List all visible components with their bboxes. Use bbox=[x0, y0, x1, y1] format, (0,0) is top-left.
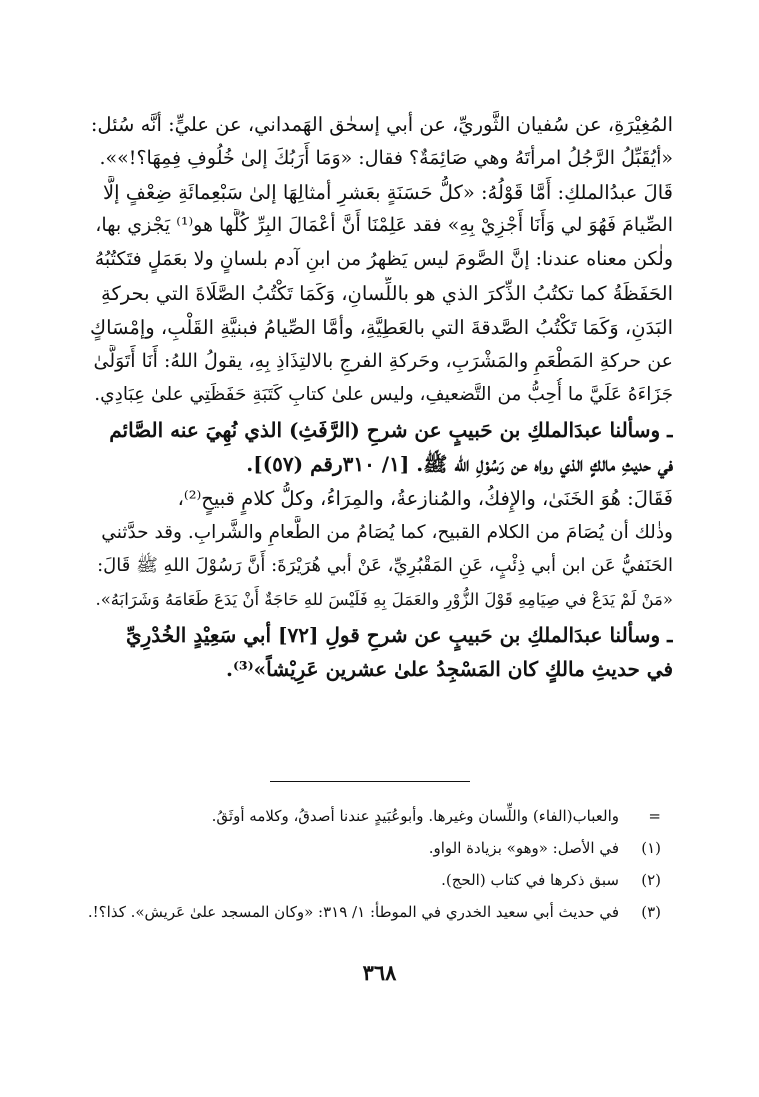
text-line: جَزَاءَهُ عَلَيَّ ما أُحِبُّ من التَّضعيفِ، وليس علىٰ كتابِ كَتَبَةِ حَفَظَتِي علىٰ عِبَادِي. bbox=[94, 384, 673, 406]
text-line: «أيُقَبِّلُ الرَّجُلُ امرأتَهُ وهي صَائِمَةٌ؟ فقال: «وَمَا أَرَبُكَ إلىٰ خُلُوفِ فِمِهَا؟!»». bbox=[99, 146, 673, 169]
page-number: ٣٦٨ bbox=[362, 960, 397, 985]
footnote bbox=[87, 896, 661, 928]
footnote bbox=[110, 832, 661, 864]
continuation-mark: = bbox=[648, 807, 661, 825]
question-heading: في حديثِ مالكٍ الذي رواه عن رَسُوْلِ الله ﷺ. [١/ ٣١٠رقم (٥٧)]. bbox=[246, 451, 673, 476]
question-heading: في حديثِ مالكٍ كان المَسْجِدُ علىٰ عشرين عَرِيْشاً»⁽³⁾. bbox=[226, 656, 673, 681]
footnote-number: (٢) bbox=[641, 871, 661, 889]
question-heading: ـ وسألنا عبدَالملكِ بن حَبيبٍ عن شرحِ (الرَّفَثِ) الذي نُهِيَ عنه الصَّائم bbox=[109, 418, 673, 443]
footnote bbox=[110, 864, 661, 896]
text-line: الحَفَظَةُ كما تكتُبُ الذِّكرَ الذي هو باللِّسانِ، وَكَمَا تَكْتُبُ الصَّلَاةَ التي بحركةِ bbox=[100, 281, 673, 305]
footnote-text: في حديث أبي سعيد الخدري في الموطأ: ١/ ٣١٩: «وكان المسجد علىٰ عَريش». كذا؟!. bbox=[87, 903, 619, 921]
text-line: «مَنْ لَمْ يَدَعْ في صِيَامِهِ قَوْلَ الزُّوْرِ والعَمَلَ بِهِ فَلَيْسَ للهِ حَاجَةٌ أَنْ يَدَعَ طَعَامَهُ وَشَرَابَهُ». bbox=[95, 590, 673, 610]
text-line: البَدَنِ، وَكَمَا تَكْتُبُ الصَّدقةَ التي بالعَطِيَّةِ، وأمَّا الصِّيامُ فبنيَّةِ القَلْبِ، وإمْسَاكٍ bbox=[90, 315, 673, 339]
text-line: عن حركةِ المَطْعَمِ والمَشْرَبِ، وحَركةِ الفرجِ بالالتِذَاذِ بِهِ، يقولُ اللهُ: أَنَا أَتَوَلَّىٰ bbox=[93, 349, 673, 372]
footnote-text: والعباب(الفاء) واللِّسان وغيرها. وأبوعُبَيدٍ عندنا أصدقُ، وكلامه أوثَقُ. bbox=[211, 807, 619, 825]
footnote-number: (٣) bbox=[641, 903, 661, 921]
footnote-divider bbox=[270, 781, 470, 782]
footnotes bbox=[87, 800, 661, 928]
question-heading: ـ وسألنا عبدَالملكِ بن حَبيبٍ عن شرحِ قولِ [٧٢] أبي سَعِيْدٍ الخُدْرِيِّ bbox=[125, 622, 673, 647]
text-line: فَقَالَ: هُوَ الخَنَىٰ، والإِفكُ، والمُنازعةُ، والمِرَاءُ، وكلُّ كلامٍ قبيحٍ⁽²⁾، bbox=[177, 486, 673, 510]
text-line: ولٰكن معناه عندنا: إنَّ الصَّومَ ليس يَظهرُ من ابنِ آدم بلسانٍ ولا بعَمَلٍ فتَكتُبُهُ bbox=[94, 248, 673, 271]
footnote-continuation bbox=[110, 800, 661, 832]
footnote-text: في الأصل: «وهو» بزيادة الواو. bbox=[428, 839, 619, 857]
text-line: وذٰلك أن يُصَامَ من الكلام القبيح، كما يُصَامُ من الطَّعامِ والشَّرابِ. وقد حدَّثني bbox=[101, 521, 673, 543]
text-line: قَالَ عبدُالملكِ: أَمَّا قَوْلُهُ: «كلُّ حَسَنَةٍ بعَشرِ أمثالِهَا إلىٰ سَبْعِمائَةِ ضِعْفٍ إلَّا bbox=[103, 180, 673, 204]
text-line: الحَنَفيُّ عَن ابن أبي ذِئْبٍ، عَنِ المَقْبُرِيِّ، عَنْ أبي هُرَيْرَةَ: أَنَّ رَسُوْلَ اللهِ ﷺ قَالَ: bbox=[97, 555, 673, 577]
footnote-number: (١) bbox=[641, 839, 661, 857]
text-line: الصِّيامَ فَهُوَ لي وَأَنَا أَجْزِيْ بِهِ» فقد عَلِمْنَا أَنَّ أعْمَالَ البِرِّ كُلَّها هو⁽¹⁾ يَجْزي بها، bbox=[95, 214, 673, 237]
footnote-text: سبق ذكرها في كتاب (الحج). bbox=[441, 871, 619, 889]
text-line: المُغِيْرَةِ، عن سُفيان الثَّوريِّ، عن أبي إسحٰق الهَمداني، عن عليٍّ: أنَّه سُئل: bbox=[90, 113, 673, 136]
main-text bbox=[88, 108, 673, 687]
